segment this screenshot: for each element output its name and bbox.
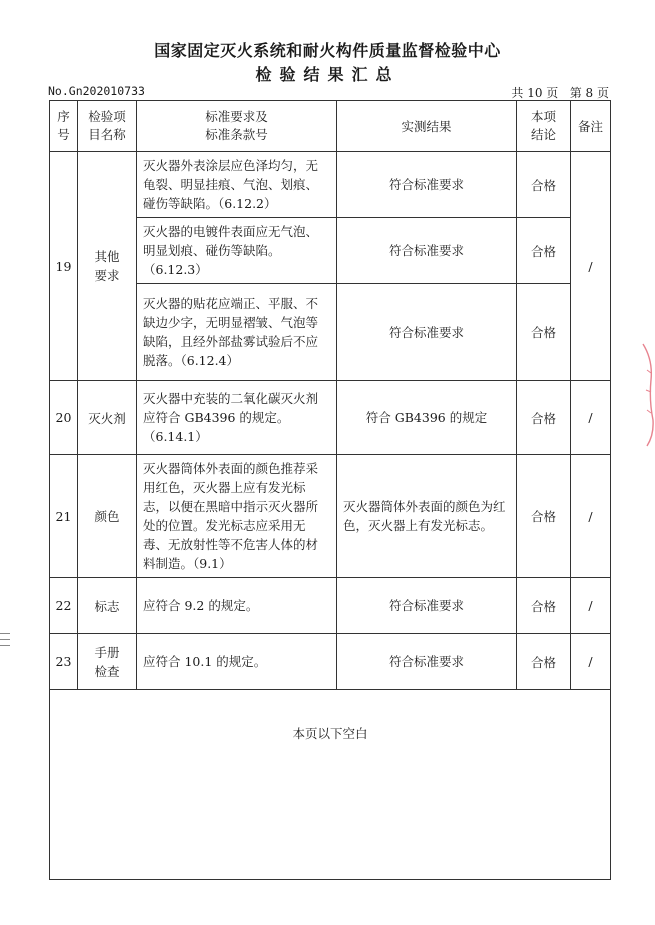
row-seq: 22: [50, 578, 78, 634]
table-row: [50, 634, 611, 690]
col-header-standard: 标准要求及标准条款号: [137, 101, 337, 152]
col-header-item: 检验项目名称: [78, 101, 137, 152]
blank-note: 本页以下空白: [50, 690, 611, 880]
col-header-conclusion: 本项结论: [517, 101, 571, 152]
row-item: 颜色: [78, 455, 137, 578]
seal-stamp-fragment: [641, 340, 655, 450]
col-header-seq: 序号: [50, 101, 78, 152]
row-conclusion: 合格: [517, 455, 571, 578]
report-title: 国家固定灭火系统和耐火构件质量监督检验中心: [154, 41, 501, 60]
row-seq: 21: [50, 455, 78, 578]
row-result: 符合标准要求: [337, 284, 517, 381]
table-row: [50, 578, 611, 634]
row-item: 手册检查: [78, 634, 137, 690]
table-row: [50, 455, 611, 578]
row-requirement: 应符合 10.1 的规定。: [137, 634, 337, 690]
row-conclusion: 合格: [517, 634, 571, 690]
table-header-row: [50, 101, 611, 152]
row-item: 灭火剂: [78, 381, 137, 455]
col-header-result: 实测结果: [337, 101, 517, 152]
row-result: 符合标准要求: [337, 218, 517, 284]
row-conclusion: 合格: [517, 152, 571, 218]
binding-margin-mark: [0, 628, 12, 658]
row-requirement: 灭火器中充装的二氧化碳灭火剂应符合 GB4396 的规定。（6.14.1）: [137, 381, 337, 455]
row-requirement: 灭火器的电镀件表面应无气泡、明显划痕、碰伤等缺陷。（6.12.3）: [137, 218, 337, 284]
row-result: 符合标准要求: [337, 152, 517, 218]
row-result: 符合 GB4396 的规定: [337, 381, 517, 455]
report-subtitle: 检验结果汇总: [255, 65, 400, 84]
row-result: 符合标准要求: [337, 578, 517, 634]
row-requirement: 灭火器外表涂层应色泽均匀，无龟裂、明显挂痕、气泡、划痕、碰伤等缺陷。（6.12.2）: [137, 152, 337, 218]
report-number: No.Gn202010733: [48, 84, 145, 98]
blank-area-row: [50, 690, 611, 880]
results-table: [49, 100, 611, 880]
row-requirement: 应符合 9.2 的规定。: [137, 578, 337, 634]
row-result: 符合标准要求: [337, 634, 517, 690]
col-header-remark: 备注: [571, 101, 611, 152]
row-conclusion: 合格: [517, 578, 571, 634]
row-requirement: 灭火器的贴花应端正、平服、不缺边少字，无明显褶皱、气泡等缺陷，且经外部盐雾试验后不应脱落。（6.12.4）: [137, 284, 337, 381]
row-seq: 19: [50, 152, 78, 381]
row-conclusion: 合格: [517, 284, 571, 381]
row-item: 其他要求: [78, 152, 137, 381]
row-remark: /: [571, 152, 611, 381]
table-row: [50, 152, 611, 218]
row-item: 标志: [78, 578, 137, 634]
row-remark: /: [571, 634, 611, 690]
row-remark: /: [571, 381, 611, 455]
row-seq: 23: [50, 634, 78, 690]
row-conclusion: 合格: [517, 218, 571, 284]
row-requirement: 灭火器筒体外表面的颜色推荐采用红色，灭火器上应有发光标志，以便在黑暗中指示灭火器所处的位置。发光标志应采用无毒、无放射性等不危害人体的材料制造。（9.1）: [137, 455, 337, 578]
page-info: 共 10 页 第 8 页: [511, 86, 609, 100]
table-row: [50, 381, 611, 455]
row-remark: /: [571, 578, 611, 634]
row-seq: 20: [50, 381, 78, 455]
row-remark: /: [571, 455, 611, 578]
row-conclusion: 合格: [517, 381, 571, 455]
row-result: 灭火器筒体外表面的颜色为红色，灭火器上有发光标志。: [337, 455, 517, 578]
